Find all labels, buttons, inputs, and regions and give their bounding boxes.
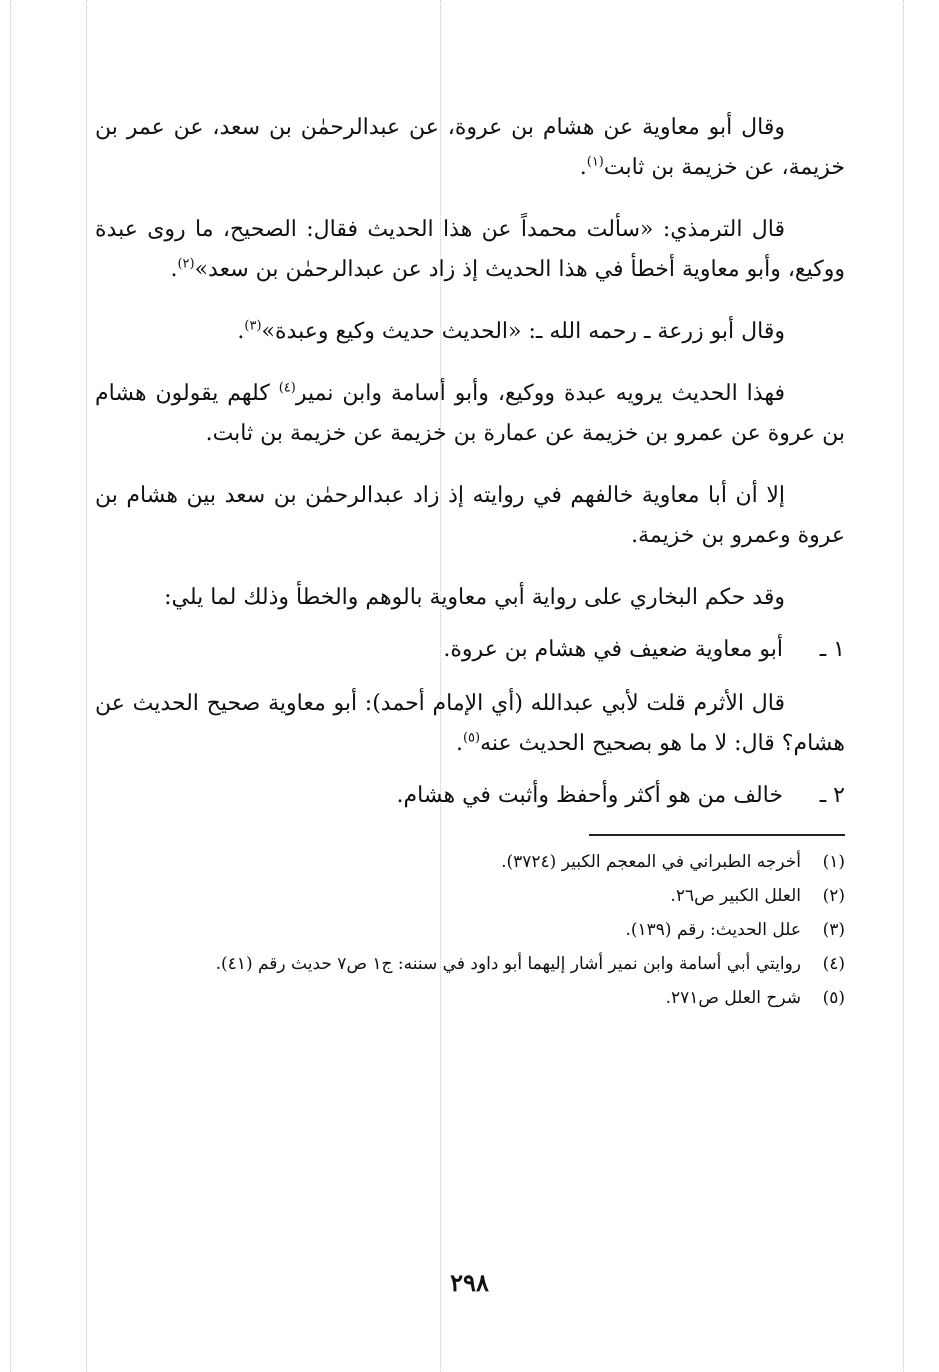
paragraph-5: إلا أن أبا معاوية خالفهم في روايته إذ زاد عبدالرحمٰن بن سعد بين هشام بن عروة وعمرو بن خزيمة. [95, 483, 845, 548]
footnote-ref[interactable]: (٥) [462, 730, 481, 746]
footnote-text: روايتي أبي أسامة وابن نمير أشار إليهما أبو داود في سننه: ج١ ص٧ حديث رقم (٤١). [215, 954, 801, 974]
footnote [95, 846, 845, 878]
list-item-number: ١ ـ [819, 637, 845, 662]
list-item [95, 776, 845, 816]
quote-paragraph: قال الأثرم قلت لأبي عبدالله (أي الإمام أحمد): أبو معاوية صحيح الحديث عن هشام؟ قال: لا ما هو بصحيح الحديث عنه$^{(٥)}$. [95, 691, 845, 756]
footnote [95, 914, 845, 946]
footnote-text: شرح العلل ص٢٧١. [665, 988, 801, 1008]
footnote [95, 982, 845, 1014]
footnote-ref[interactable]: (٢) [177, 256, 195, 272]
paragraph-3: وقال أبو زرعة ـ رحمه الله ـ: «الحديث حديث وكيع وعبدة»$^{(٣)}$. [237, 318, 785, 344]
footnote-text: أخرجه الطبراني في المعجم الكبير (٣٧٢٤). [501, 852, 801, 872]
list-item-number: ٢ ـ [819, 783, 845, 808]
footnote-number: (٤) [822, 954, 845, 974]
paragraph-4: فهذا الحديث يرويه عبدة ووكيع، وأبو أسامة وابن نمير$^{(٤)}$ كلهم يقولون هشام بن عروة عن عمرو بن خزيمة عن عمارة بن خزيمة عن خزيمة بن ثابت. [95, 380, 845, 446]
list-item-text: خالف من هو أكثر وأحفظ وأثبت في هشام. [396, 783, 783, 808]
scan-margin-line [903, 0, 904, 1372]
footnote-divider [589, 834, 845, 836]
page-number: ٢٩٨ [450, 1268, 489, 1297]
list-item-text: أبو معاوية ضعيف في هشام بن عروة. [443, 637, 783, 662]
list-item [95, 630, 845, 670]
footnote-number: (٥) [822, 988, 845, 1008]
footnote-text: علل الحديث: رقم (١٣٩). [625, 920, 801, 940]
footnote-number: (١) [822, 852, 845, 872]
footnote-number: (٣) [822, 920, 845, 940]
footnote-list [95, 846, 845, 1014]
scan-margin-line [10, 0, 11, 1372]
footnote-ref[interactable]: (١) [586, 154, 604, 170]
footnote-number: (٢) [822, 886, 845, 906]
footnote-text: العلل الكبير ص٢٦. [670, 886, 801, 906]
footnote [95, 948, 845, 980]
scan-margin-line [86, 0, 87, 1372]
paragraph-6: وقد حكم البخاري على رواية أبي معاوية بالوهم والخطأ وذلك لما يلي: [164, 585, 785, 610]
paragraph-1: وقال أبو معاوية عن هشام بن عروة، عن عبدالرحمٰن بن سعد، عن عمر بن خزيمة، عن خزيمة بن ثابت$^{(١)}$. [95, 115, 845, 180]
paragraph-2: قال الترمذي: «سألت محمداً عن هذا الحديث فقال: الصحيح، ما روى عبدة ووكيع، وأبو معاوية أخطأ في هذا الحديث إذ زاد عن عبدالرحمٰن بن سعد»$^{(٢)}$. [95, 217, 845, 282]
footnote [95, 880, 845, 912]
footnote-ref[interactable]: (٣) [244, 318, 262, 334]
book-page [95, 108, 845, 1016]
footnote-ref[interactable]: (٤) [278, 380, 296, 396]
footnotes-section [95, 834, 845, 1014]
